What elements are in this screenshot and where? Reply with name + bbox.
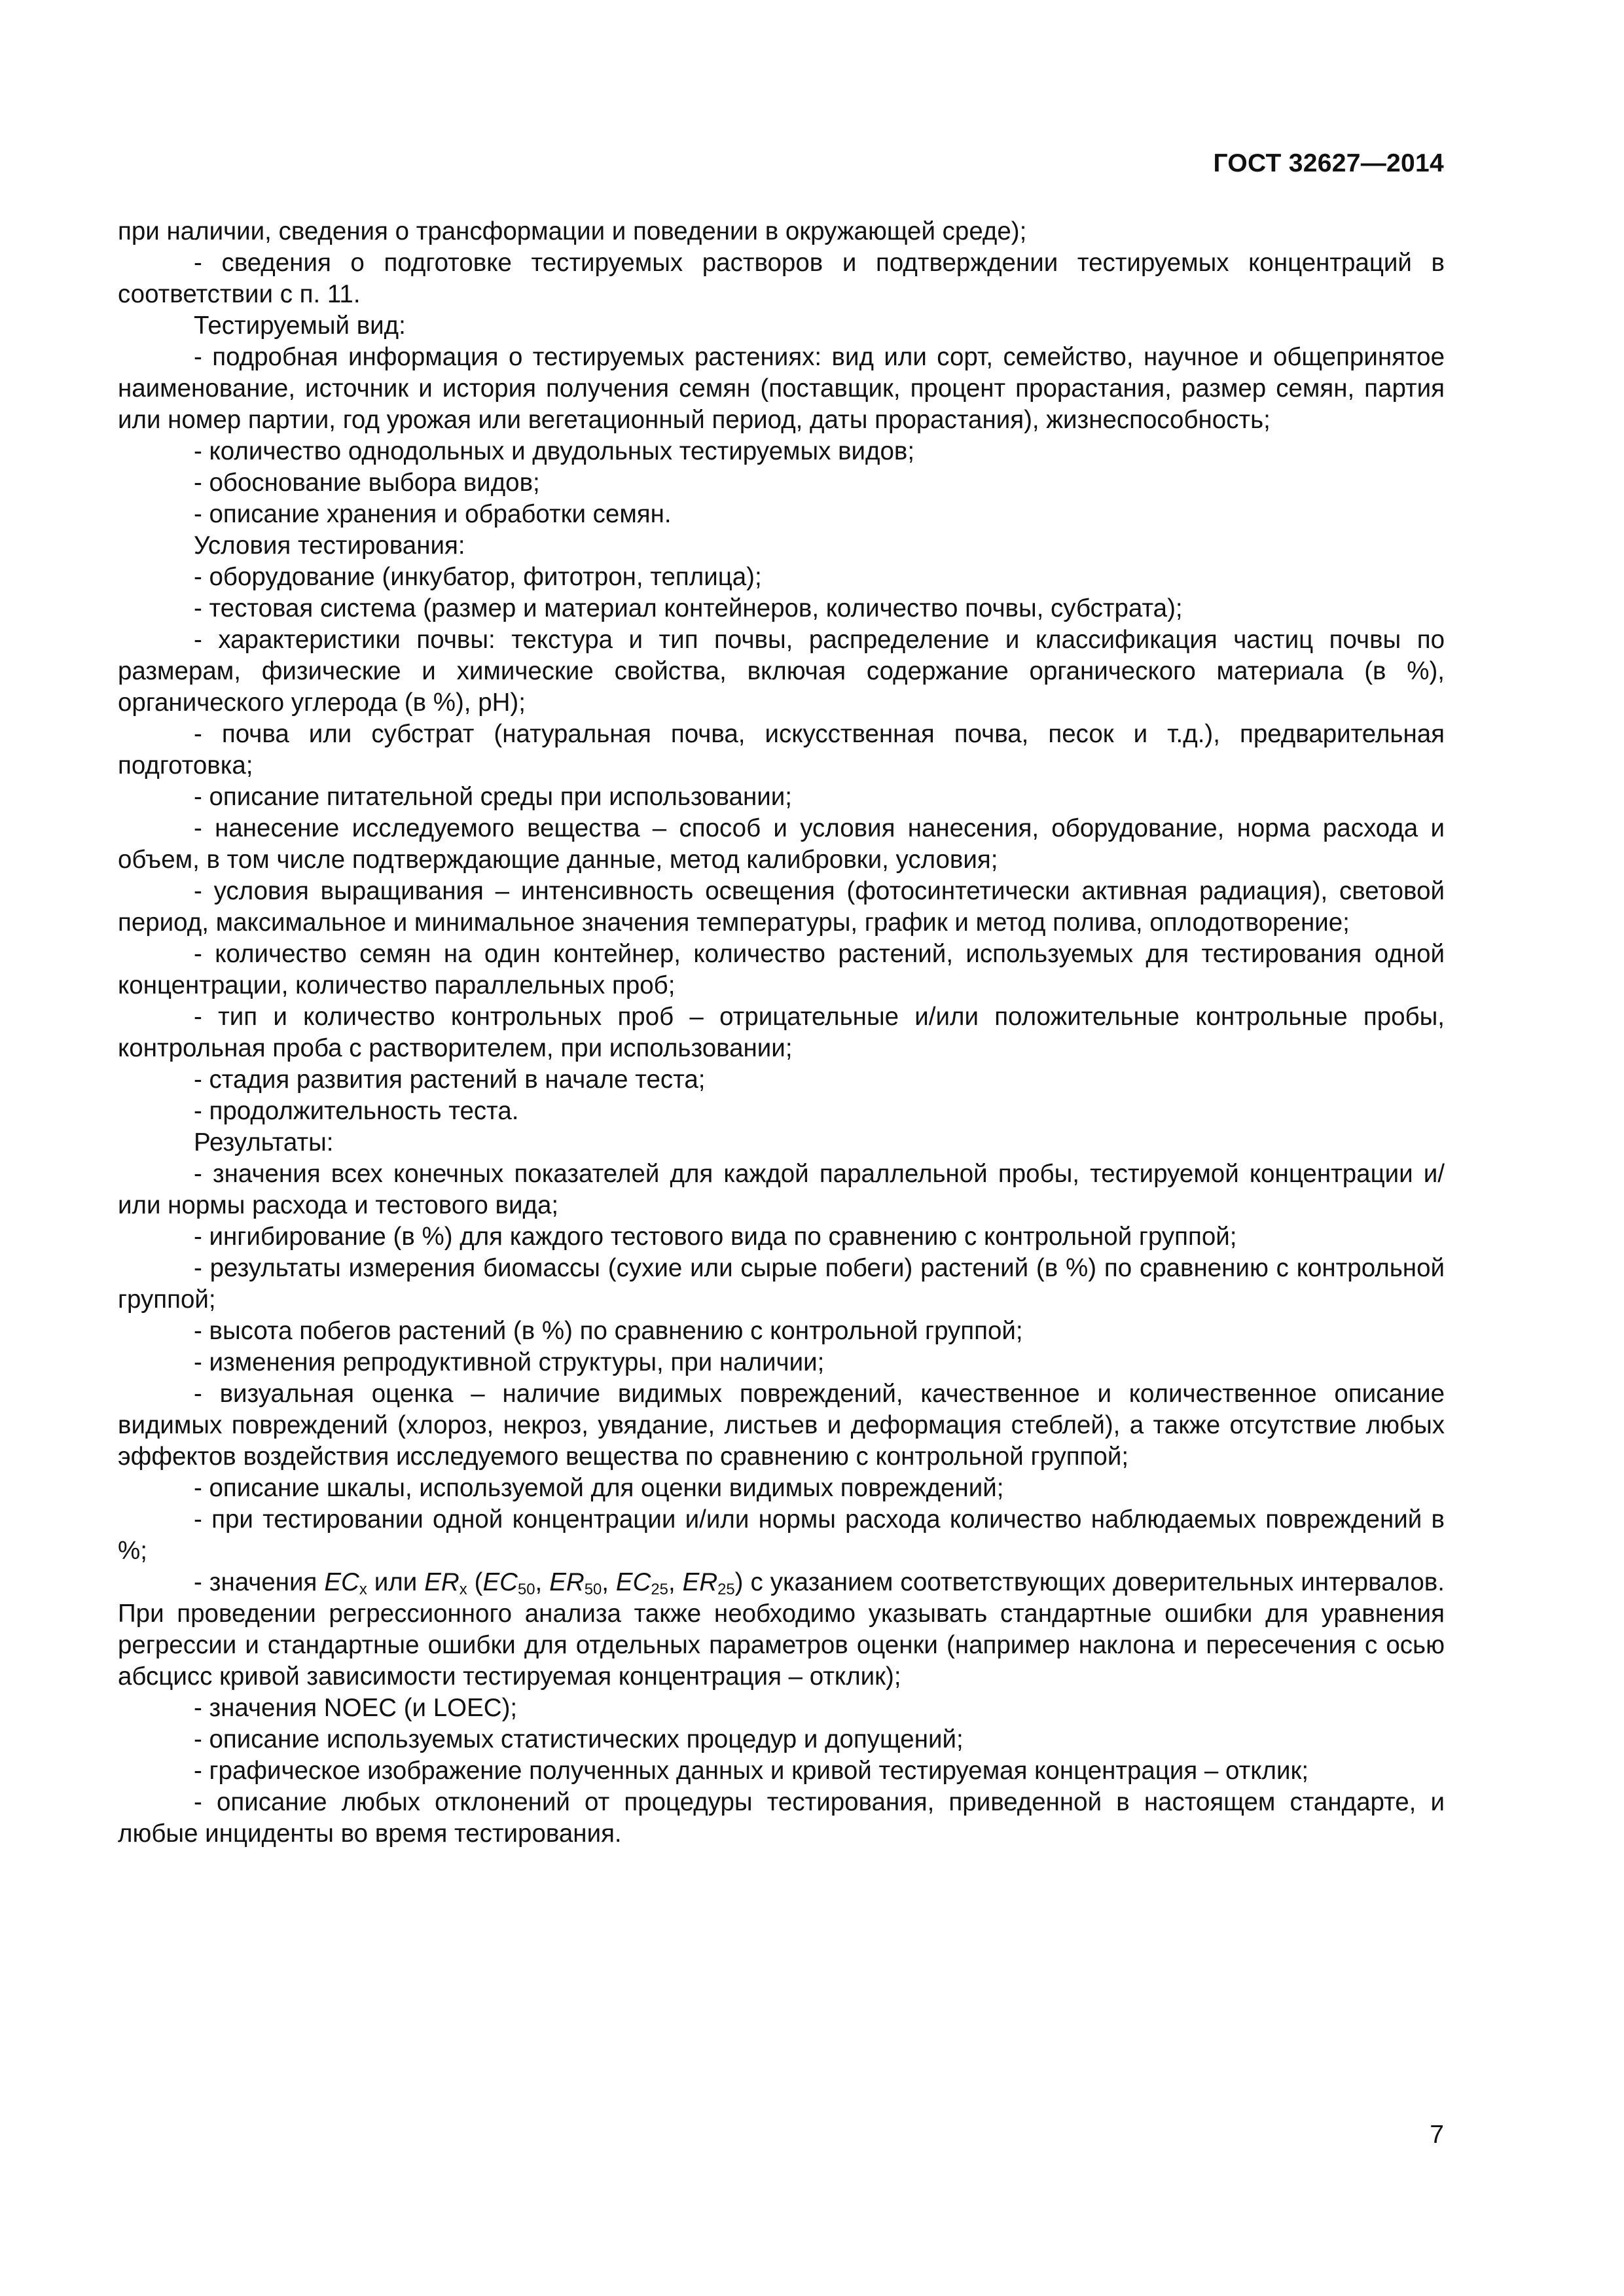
symbol-ec: EC — [324, 1568, 359, 1596]
paragraph: - почва или субстрат (натуральная почва, искусственная почва, песок и т.д.), предварительная подготовка; — [118, 720, 1445, 780]
paragraph: Условия тестирования: — [194, 531, 465, 560]
paragraph: - описание питательной среды при использовании; — [194, 783, 792, 811]
page-number: 7 — [1430, 2121, 1444, 2149]
paragraph: - тип и количество контрольных проб – отрицательные и/или положительные контрольные пробы, контрольная проба с растворителем, при использовании; — [118, 1003, 1445, 1062]
text-run: , — [535, 1568, 550, 1596]
paragraph: - значения NOEC (и LOEC); — [194, 1694, 518, 1722]
paragraph: - сведения о подготовке тестируемых растворов и подтверждении тестируемых концентраций в соответствии с п. 11. — [118, 249, 1445, 308]
paragraph-list — [118, 216, 1445, 1567]
paragraph: при наличии, сведения о трансформации и поведении в окружающей среде); — [118, 217, 1027, 245]
subscript: x — [359, 1580, 367, 1598]
paragraph: - обоснование выбора видов; — [194, 469, 540, 497]
symbol-ec25: EC — [615, 1568, 651, 1596]
subscript: x — [459, 1580, 467, 1598]
paragraph-list-end — [118, 1693, 1445, 1850]
paragraph: - графическое изображение полученных данных и кривой тестируемая концентрация – отклик; — [194, 1757, 1309, 1785]
paragraph: - описание используемых статистических процедур и допущений; — [194, 1725, 964, 1753]
paragraph: - ингибирование (в %) для каждого тестового вида по сравнению с контрольной группой; — [194, 1223, 1237, 1251]
paragraph: - тестовая система (размер и материал контейнеров, количество почвы, субстрата); — [194, 594, 1183, 622]
paragraph: - условия выращивания – интенсивность освещения (фотосинтетически активная радиация), световой период, максимальное и минимальное значения температуры, график и метод полива, оплодотворение; — [118, 877, 1445, 937]
paragraph: - продолжительность теста. — [194, 1097, 519, 1125]
paragraph: - нанесение исследуемого вещества – способ и условия нанесения, оборудование, норма расхода и объем, в том числе подтверждающие данные, метод калибровки, условия; — [118, 814, 1445, 874]
paragraph: - при тестировании одной концентрации и/или нормы расхода количество наблюдаемых повреждений в %; — [118, 1505, 1445, 1565]
text-run: - значения — [194, 1568, 325, 1596]
symbol-er25: ER — [682, 1568, 718, 1596]
paragraph: - высота побегов растений (в %) по сравнению с контрольной группой; — [194, 1317, 1023, 1345]
subscript: 50 — [517, 1580, 535, 1598]
symbol-er50: ER — [549, 1568, 585, 1596]
paragraph: - значения всех конечных показателей для каждой параллельной пробы, тестируемой концентрации и/или нормы расхода и тестового вида; — [118, 1160, 1445, 1219]
paragraph: - характеристики почвы: текстура и тип почвы, распределение и классификация частиц почвы по размерам, физические и химические свойства, включая содержание органического материала (в %), органического углерода (в %), pH); — [118, 626, 1445, 717]
document-body — [118, 216, 1445, 1850]
paragraph: - стадия развития растений в начале теста; — [194, 1066, 706, 1094]
paragraph: - подробная информация о тестируемых растениях: вид или сорт, семейство, научное и общепринятое наименование, источник и история получения семян (поставщик, процент прорастания, размер семян, партия или номер партии, год урожая или вегетационный период, даты прорастания), жизнеспособность; — [118, 343, 1445, 434]
text-run: ( — [467, 1568, 483, 1596]
document-id-header: ГОСТ 32627—2014 — [1213, 149, 1444, 177]
paragraph: - результаты измерения биомассы (сухие или сырые побеги) растений (в %) по сравнению с контрольной группой; — [118, 1254, 1445, 1314]
text-run: , — [602, 1568, 616, 1596]
paragraph: - визуальная оценка – наличие видимых повреждений, качественное и количественное описание видимых повреждений (хлороз, некроз, увядание, листьев и деформация стеблей), а также отсутствие любых эффектов воздействия исследуемого вещества по сравнению с контрольной группой; — [118, 1380, 1445, 1471]
symbol-er: ER — [424, 1568, 460, 1596]
paragraph: - изменения репродуктивной структуры, при наличии; — [194, 1348, 825, 1376]
paragraph: - количество однодольных и двудольных тестируемых видов; — [194, 437, 915, 465]
subscript: 25 — [651, 1580, 668, 1598]
text-run: или — [367, 1568, 425, 1596]
paragraph: - описание шкалы, используемой для оценки видимых повреждений; — [194, 1474, 1004, 1502]
subscript: 50 — [584, 1580, 602, 1598]
paragraph-ec-values — [118, 1567, 1445, 1693]
paragraph: - оборудование (инкубатор, фитотрон, теплица); — [194, 563, 762, 591]
paragraph: - описание хранения и обработки семян. — [194, 500, 672, 528]
paragraph: Тестируемый вид: — [194, 312, 406, 340]
text-run: ) с указанием соответствующих доверительных интервалов. При проведении регрессионного анализа также необходимо указывать стандартные ошибки для уравнения регрессии и стандартные ошибки для отдельных параметров оценки (например наклона и пересечения с осью абсцисс кривой зависимости тестируемая концентрация – отклик); — [118, 1568, 1445, 1691]
symbol-ec50: EC — [482, 1568, 518, 1596]
paragraph: - количество семян на один контейнер, количество растений, используемых для тестирования одной концентрации, количество параллельных проб; — [118, 940, 1445, 999]
paragraph: Результаты: — [194, 1128, 334, 1157]
subscript: 25 — [717, 1580, 735, 1598]
paragraph: - описание любых отклонений от процедуры тестирования, приведенной в настоящем стандарте, и любые инциденты во время тестирования. — [118, 1788, 1445, 1848]
text-run: , — [668, 1568, 683, 1596]
